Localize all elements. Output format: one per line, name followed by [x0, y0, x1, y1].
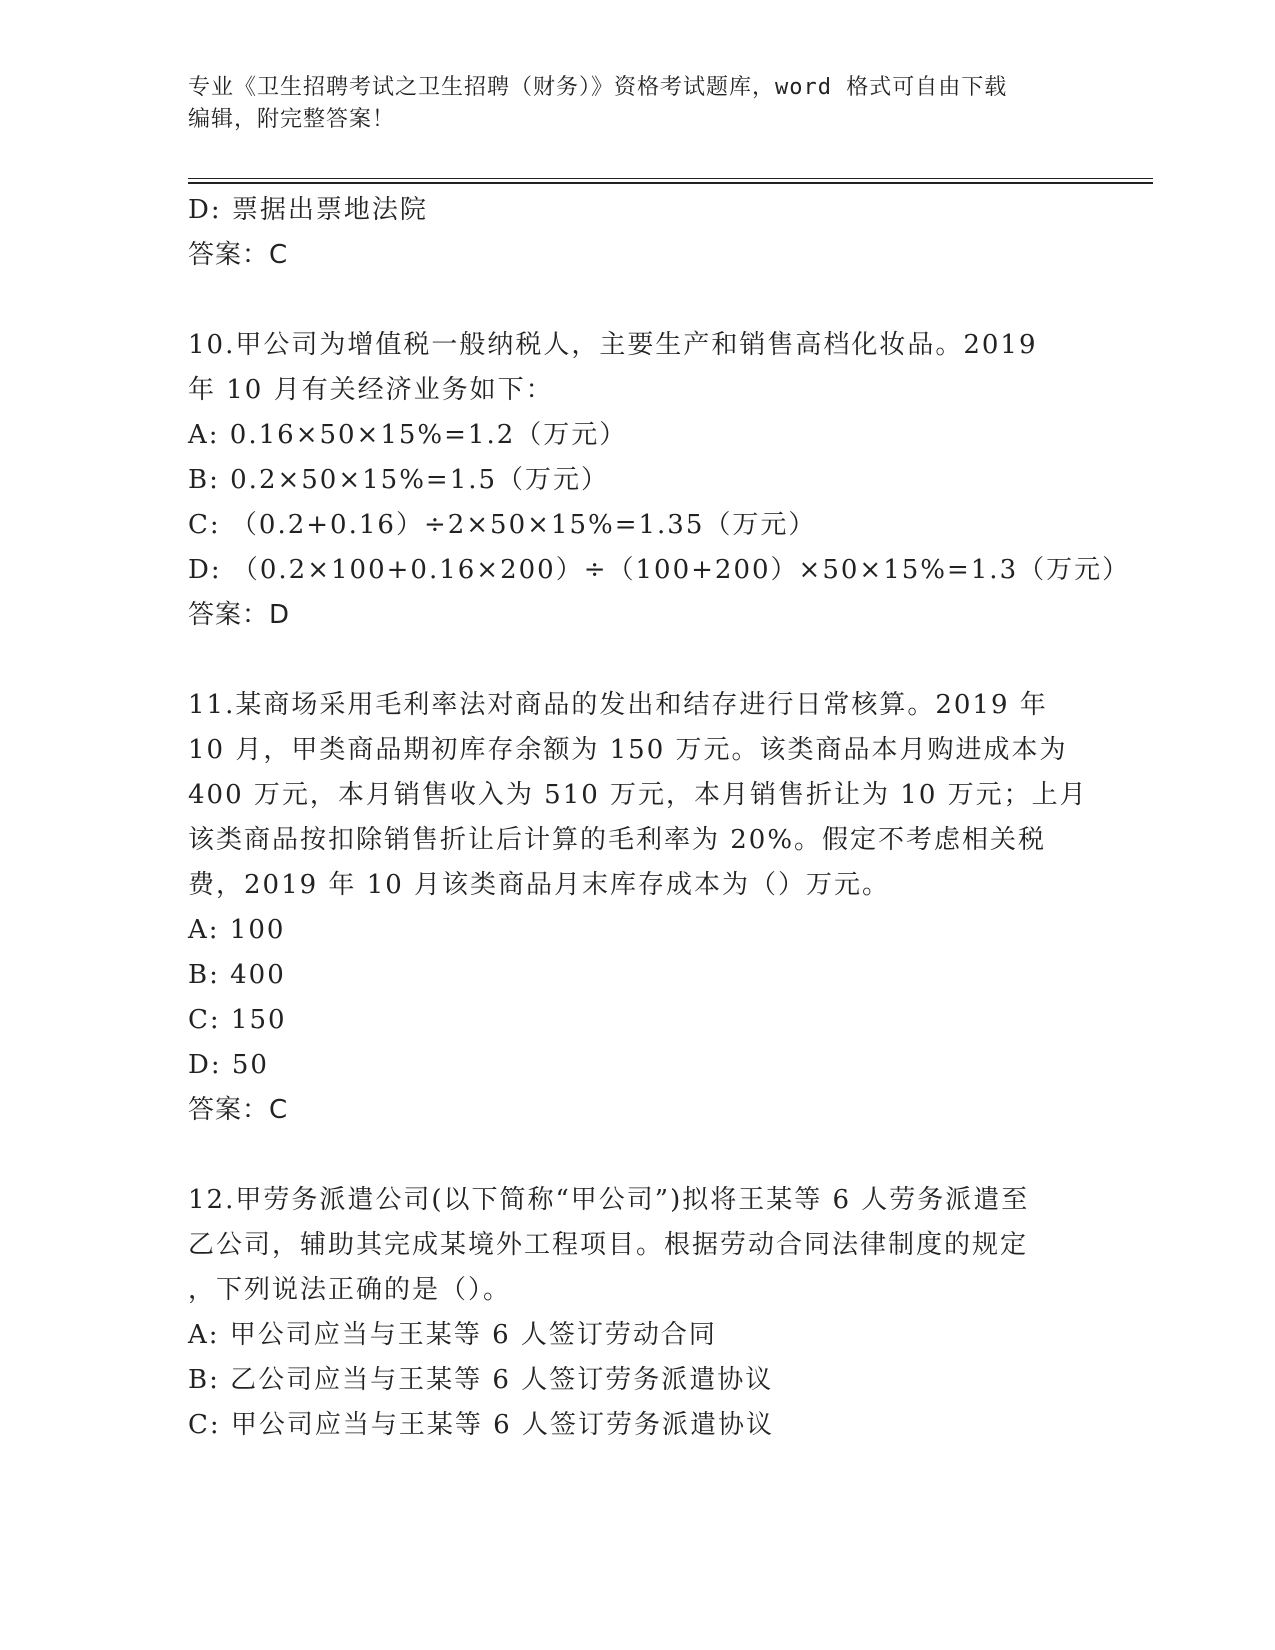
q9-answer: 答案：C — [188, 240, 289, 270]
question-list — [188, 188, 1131, 1448]
q12-stem-line-2: 乙公司，辅助其完成某境外工程项目。根据劳动合同法律制度的规定 — [188, 1230, 1029, 1260]
q12-option-b: B: 乙公司应当与王某等 6 人签订劳务派遣协议 — [188, 1365, 774, 1395]
spacer — [188, 638, 1078, 683]
q12-option-c: C: 甲公司应当与王某等 6 人签订劳务派遣协议 — [188, 1410, 774, 1440]
q10-option-b: B: 0.2×50×15%=1.5（万元） — [188, 465, 610, 495]
q11-option-d: D: 50 — [188, 1050, 269, 1080]
q10-stem-line-2: 年 10 月有关经济业务如下： — [188, 375, 554, 405]
q11-stem-line-2: 10 月，甲类商品期初库存余额为 150 万元。该类商品本月购进成本为 — [188, 735, 1068, 765]
q11-stem-line-3: 400 万元，本月销售收入为 510 万元，本月销售折让为 10 万元；上月 — [188, 780, 1088, 810]
spacer — [188, 1133, 1078, 1178]
q10-option-c: C: （0.2+0.16）÷2×50×15%=1.35（万元） — [188, 510, 817, 540]
q11-option-a: A: 100 — [188, 915, 286, 945]
q9-option-d: D: 票据出票地法院 — [188, 195, 428, 225]
header-divider-thin — [188, 178, 1153, 179]
document-header — [188, 72, 1068, 136]
q11-option-b: B: 400 — [188, 960, 286, 990]
q12-stem-line-1: 12.甲劳务派遣公司(以下简称“甲公司”)拟将王某等 6 人劳务派遣至 — [188, 1185, 1030, 1215]
q10-stem-line-1: 10.甲公司为增值税一般纳税人，主要生产和销售高档化妆品。2019 — [188, 330, 1038, 360]
header-line-2: 编辑，附完整答案！ — [188, 107, 396, 132]
q10-option-d: D: （0.2×100+0.16×200）÷（100+200）×50×15%=1.3（万元） — [188, 555, 1131, 585]
q12-stem-line-3: ，下列说法正确的是（）。 — [188, 1275, 512, 1305]
q11-option-c: C: 150 — [188, 1005, 287, 1035]
q11-stem-line-5: 费，2019 年 10 月该类商品月末库存成本为（）万元。 — [188, 870, 891, 900]
q11-stem-line-4: 该类商品按扣除销售折让后计算的毛利率为 20%。假定不考虑相关税 — [188, 825, 1047, 855]
header-divider-thick — [188, 182, 1153, 184]
q11-answer: 答案：C — [188, 1095, 289, 1125]
header-line-1: 专业《卫生招聘考试之卫生招聘（财务）》资格考试题库，word 格式可自由下载 — [188, 75, 1008, 100]
q10-answer: 答案：D — [188, 600, 291, 630]
q12-option-a: A: 甲公司应当与王某等 6 人签订劳动合同 — [188, 1320, 717, 1350]
q11-stem-line-1: 11.某商场采用毛利率法对商品的发出和结存进行日常核算。2019 年 — [188, 690, 1048, 720]
spacer — [188, 278, 1078, 323]
q10-option-a: A: 0.16×50×15%=1.2（万元） — [188, 420, 628, 450]
